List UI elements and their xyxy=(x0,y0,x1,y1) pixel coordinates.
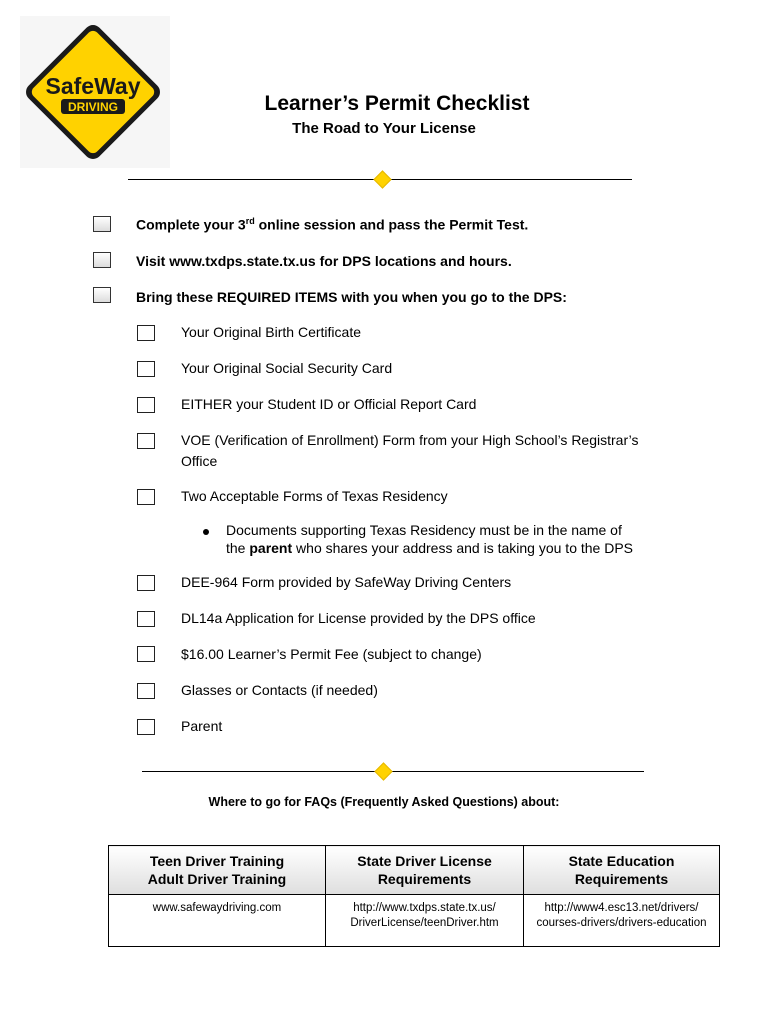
residency-note xyxy=(226,521,706,557)
checkbox-parent[interactable] xyxy=(137,719,155,735)
residency-note-line-1: Documents supporting Texas Residency must be in the name of xyxy=(226,522,622,538)
residency-note-pre: the xyxy=(226,540,250,556)
page-subtitle: The Road to Your License xyxy=(292,120,476,137)
col1-value[interactable]: www.safewaydriving.com xyxy=(152,902,282,914)
checklist-item-permit-test xyxy=(136,216,528,233)
item-student-id: EITHER your Student ID or Official Report Card xyxy=(181,396,477,412)
logo-text-safeway: SafeWay xyxy=(45,73,141,99)
faq-value-row xyxy=(109,895,720,947)
col3-header-line2: Requirements xyxy=(574,871,669,887)
item-fee: $16.00 Learner’s Permit Fee (subject to change) xyxy=(181,646,482,662)
item-dl14a: DL14a Application for License provided by the DPS office xyxy=(181,610,536,626)
residency-note-post: who shares your address and is taking you to the DPS xyxy=(292,540,634,556)
checkbox-voe-form[interactable] xyxy=(137,433,155,449)
checklist-item-visit-dps: Visit www.txdps.state.tx.us for DPS locations and hours. xyxy=(136,253,512,269)
item-glasses: Glasses or Contacts (if needed) xyxy=(181,682,378,698)
top-divider-diamond xyxy=(373,170,391,188)
item-residency: Two Acceptable Forms of Texas Residency xyxy=(181,488,448,504)
permit-test-sup: rd xyxy=(245,216,255,226)
item-parent: Parent xyxy=(181,718,223,734)
page-title: Learner’s Permit Checklist xyxy=(264,92,530,115)
item-birth-certificate: Your Original Birth Certificate xyxy=(181,324,362,340)
faq-col-education xyxy=(524,846,720,895)
col3-value-line2[interactable]: courses-drivers/drivers-education xyxy=(536,917,707,929)
checkbox-required-items[interactable] xyxy=(93,287,111,303)
checkbox-residency[interactable] xyxy=(137,489,155,505)
item-social-security: Your Original Social Security Card xyxy=(181,360,393,376)
checkbox-visit-dps[interactable] xyxy=(93,252,111,268)
bottom-divider-diamond xyxy=(374,762,392,780)
col3-header-line1: State Education xyxy=(568,853,675,869)
checkbox-fee[interactable] xyxy=(137,646,155,662)
col1-header-line2: Adult Driver Training xyxy=(147,871,287,887)
checkbox-glasses[interactable] xyxy=(137,683,155,699)
item-voe-form xyxy=(181,430,721,472)
permit-test-text-post: online session and pass the Permit Test. xyxy=(254,216,529,233)
faq-header-row xyxy=(109,846,720,895)
checklist-item-required-items: Bring these REQUIRED ITEMS with you when you go to the DPS: xyxy=(136,289,567,305)
faq-heading: Where to go for FAQs (Frequently Asked Questions) about: xyxy=(208,795,560,809)
residency-note-bullet xyxy=(203,529,209,535)
checkbox-social-security[interactable] xyxy=(137,361,155,377)
col3-value-line1[interactable]: http://www4.esc13.net/drivers/ xyxy=(544,902,699,914)
faq-link-txdps[interactable] xyxy=(326,895,524,947)
item-dee964: DEE-964 Form provided by SafeWay Driving Centers xyxy=(181,574,512,590)
residency-note-line-2 xyxy=(226,539,706,557)
checkbox-dee964[interactable] xyxy=(137,575,155,591)
col2-value-line1[interactable]: http://www.txdps.state.tx.us/ xyxy=(353,902,496,914)
faq-table xyxy=(108,845,720,947)
voe-line-1: VOE (Verification of Enrollment) Form from your High School’s Registrar’s xyxy=(181,432,639,448)
faq-col-driver-license xyxy=(326,846,524,895)
permit-test-text-pre: Complete your 3 xyxy=(136,216,246,233)
col2-value-line2[interactable]: DriverLicense/teenDriver.htm xyxy=(350,917,499,929)
voe-line-2: Office xyxy=(181,453,218,469)
checkbox-student-id[interactable] xyxy=(137,397,155,413)
faq-link-esc13[interactable] xyxy=(524,895,720,947)
residency-note-bold: parent xyxy=(249,540,293,556)
faq-link-safeway[interactable] xyxy=(109,895,326,947)
checkbox-permit-test[interactable] xyxy=(93,216,111,232)
checkbox-dl14a[interactable] xyxy=(137,611,155,627)
col2-header-line1: State Driver License xyxy=(357,853,492,869)
faq-col-driver-training xyxy=(109,846,326,895)
logo-text-driving: DRIVING xyxy=(67,100,119,114)
col1-header-line1: Teen Driver Training xyxy=(149,853,285,869)
checkbox-birth-certificate[interactable] xyxy=(137,325,155,341)
col2-header-line2: Requirements xyxy=(377,871,472,887)
